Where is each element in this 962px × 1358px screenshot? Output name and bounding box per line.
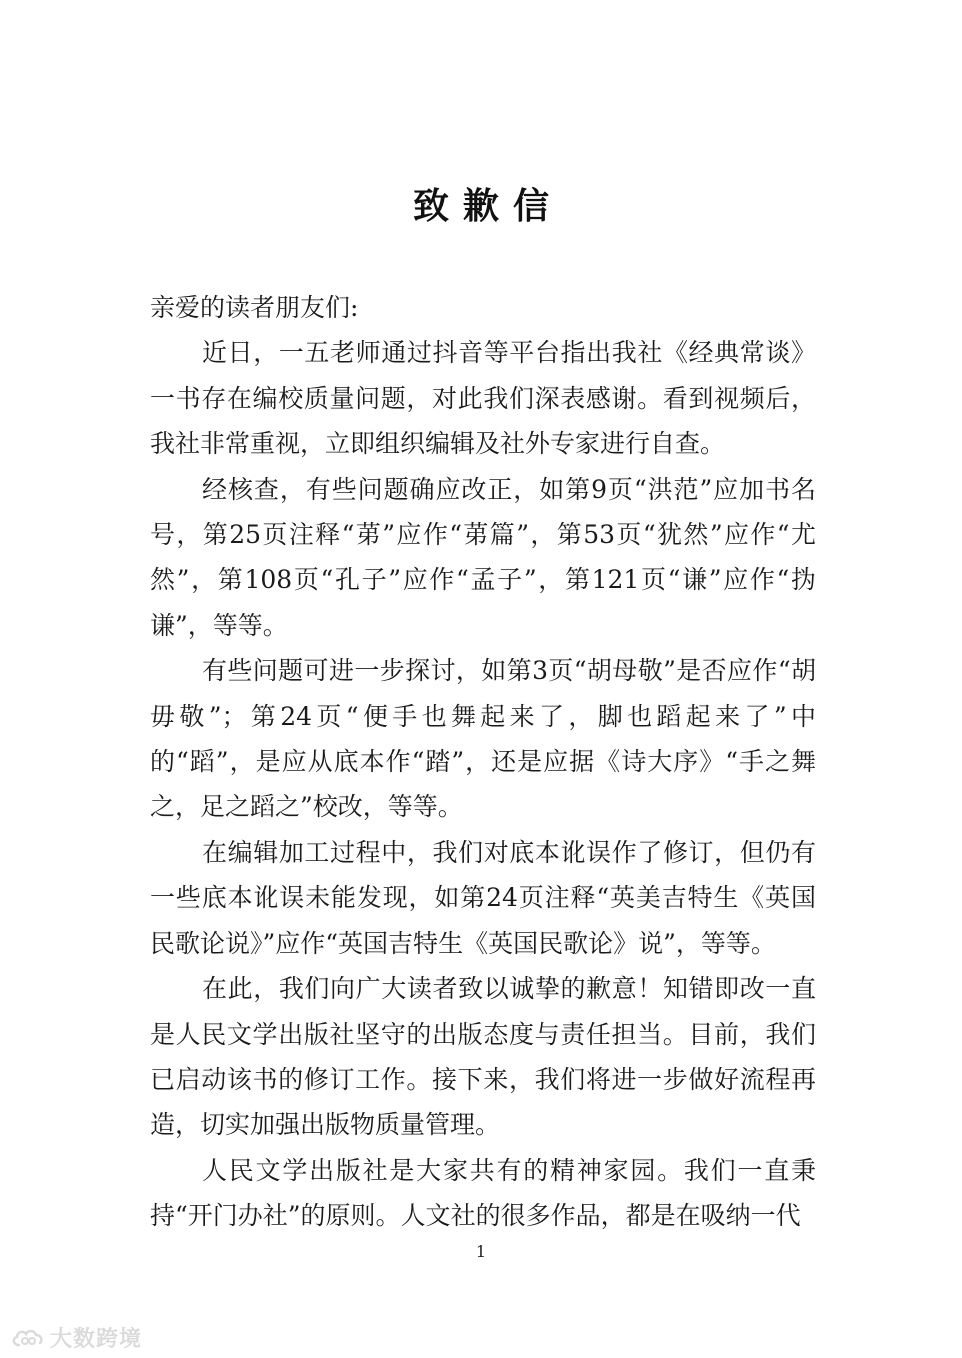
letter-body bbox=[150, 285, 816, 1239]
letter-title: 致歉信 bbox=[412, 186, 563, 227]
page-number: 1 bbox=[475, 1242, 487, 1261]
paragraph-3: 有些问题可进一步探讨，如第3页“胡母敬”是否应作“胡毋敬”；第24页“便手也舞起来了，脚也蹈起来了”中的“蹈”，是应从底本作“踏”，还是应据《诗大序》“手之舞之，足之蹈之”校改，等等。 bbox=[150, 656, 816, 822]
paragraph-6: 人民文学出版社是大家共有的精神家园。我们一直秉持“开门办社”的原则。人文社的很多作品，都是在吸纳一代 bbox=[150, 1155, 816, 1231]
paragraph-2: 经核查，有些问题确应改正，如第9页“洪范”应加书名号，第25页注释“苐”应作“苐篇”，第53页“犹然”应作“尤然”，第108页“孔子”应作“孟子”，第121页“谦”应作“㧑谦”，等等。 bbox=[150, 474, 816, 640]
paragraph-1: 近日，一五老师通过抖音等平台指出我社《经典常谈》一书存在编校质量问题，对此我们深表感谢。看到视频后，我社非常重视，立即组织编辑及社外专家进行自查。 bbox=[150, 338, 816, 459]
paragraph-5: 在此，我们向广大读者致以诚挚的歉意！知错即改一直是人民文学出版社坚守的出版态度与责任担当。目前，我们已启动该书的修订工作。接下来，我们将进一步做好流程再造，切实加强出版物质量管理。 bbox=[150, 974, 816, 1140]
paragraph-4: 在编辑加工过程中，我们对底本讹误作了修订，但仍有一些底本讹误未能发现，如第24页注释“英美吉特生《英国民歌论说》”应作“英国吉特生《英国民歌论》说”，等等。 bbox=[150, 837, 816, 958]
cloud-logo-icon bbox=[10, 1327, 46, 1349]
watermark-text: 大数跨境 bbox=[50, 1327, 143, 1352]
watermark bbox=[10, 1322, 142, 1353]
salutation: 亲爱的读者朋友们: bbox=[150, 293, 359, 322]
